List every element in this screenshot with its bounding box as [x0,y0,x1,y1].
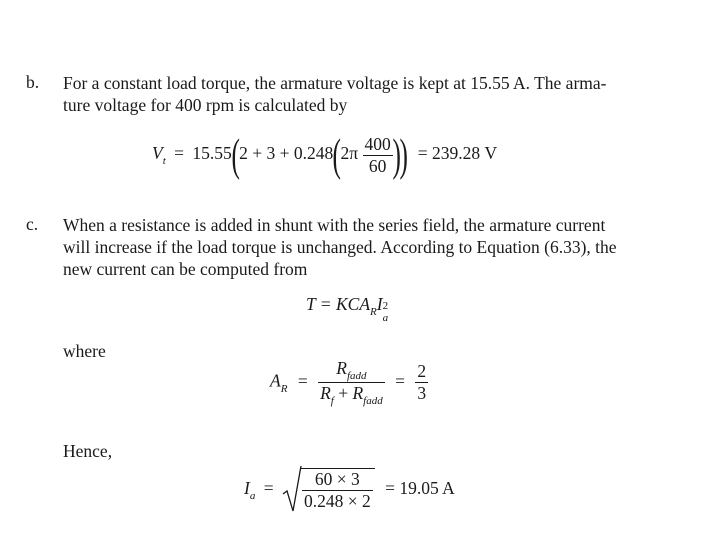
eq3-den-r1: R [320,383,331,403]
item-b-line-2: ture voltage for 400 rpm is calculated by [63,95,348,115]
eq1-fraction-den: 60 [368,155,387,176]
eq3-fraction-num [318,358,385,383]
eq4-equals: = [263,478,274,499]
word-where: where [63,341,106,361]
eq1-two-pi: 2π [340,143,359,164]
eq4-fraction-num: 60 × 3 [302,469,373,491]
item-b-marker: b. [26,72,40,92]
eq2-current: I [376,294,383,314]
eq1-big-close-paren: ) [399,129,408,180]
eq4-fraction [302,469,373,512]
eq1-fraction [363,134,393,177]
eq3-num-sub: fadd [346,370,367,382]
eq2-sub-a: a [382,312,389,324]
eq1-big-open-paren: ( [231,129,240,180]
eq3-equals-2: = [395,370,405,391]
eq3-ratio-num: 2 [417,361,427,381]
eq2-sup: 2 [382,300,389,312]
eq3-num-r: R [336,358,347,378]
eq4-lhs: I [244,478,250,499]
eq3-den-r2: R [352,383,364,403]
eq3-den-plus: + [338,383,349,403]
equation-armature-voltage [152,129,498,180]
equation-current [244,468,455,512]
sqrt-sign-icon [282,464,302,514]
eq1-result: = 239.28 V [417,143,498,164]
eq1-mid-close-paren: ) [392,129,401,180]
eq3-den-sub1: f [330,395,334,407]
eq1-terms: 2 + 3 + 0.248 [239,143,334,164]
equation-ar [270,358,428,407]
equation-torque [306,294,391,324]
eq4-radicand [300,468,375,512]
item-c-line-2: will increase if the load torque is unchanged. According to Equation (6.33), the [63,237,617,257]
item-c-line-1: When a resistance is added in shunt with the series field, the armature current [63,215,606,235]
eq1-equals: = [174,143,185,164]
eq3-den-sub2: fadd [363,395,383,407]
word-hence: Hence, [63,441,113,461]
eq1-mid-open-paren: ( [332,129,342,180]
eq1-fraction-num: 400 [364,133,391,154]
eq1-coefficient: 15.55 [192,143,232,164]
item-b-line-1: For a constant load torque, the armature voltage is kept at 15.55 A. The arma- [63,73,607,93]
eq1-lhs: V [152,143,163,164]
eq4-lhs-sub: a [249,490,256,503]
eq2-lhs: T = KCA [306,294,371,314]
eq3-lhs: A [270,370,281,391]
eq3-lhs-sub: R [280,382,288,395]
eq4-fraction-den: 0.248 × 2 [303,491,371,511]
item-c-marker: c. [26,214,39,234]
eq3-equals-1: = [297,370,308,391]
eq3-ratio-den: 3 [417,383,427,403]
eq4-result: = 19.05 A [385,478,455,499]
eq3-fraction-den [318,383,385,407]
eq4-sqrt [282,468,375,512]
eq1-lhs-sub: t [162,155,166,168]
eq3-ratio [415,361,428,404]
item-c-line-3: new current can be computed from [63,259,308,279]
eq2-sub-r: R [370,306,377,318]
eq3-fraction [318,358,385,407]
